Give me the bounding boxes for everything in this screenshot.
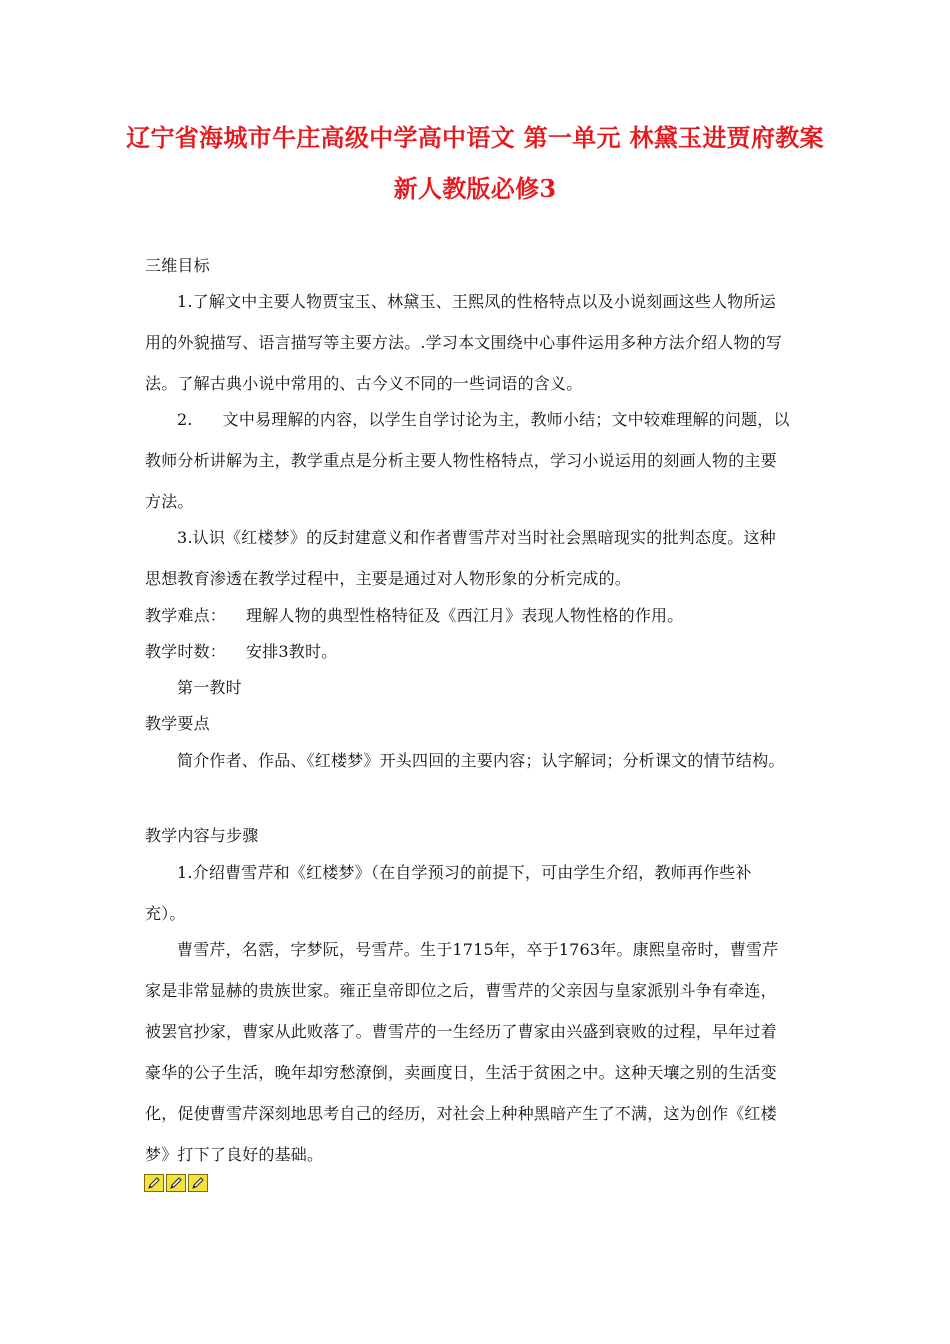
decorative-icon-row [144, 1174, 208, 1192]
section-heading-content-steps: 教学内容与步骤 [145, 826, 259, 845]
paragraph-line: 曹雪芹，名霑，字梦阮，号雪芹。生于1715年，卒于1763年。康熙皇帝时，曹雪芹 [177, 940, 779, 959]
section-heading-lesson-one: 第一教时 [177, 678, 242, 697]
paragraph-line: 1.介绍曹雪芹和《红楼梦》（在自学预习的前提下，可由学生介绍，教师再作些补 [177, 863, 752, 882]
paragraph-line [177, 410, 790, 430]
paragraph-line: 思想教育渗透在教学过程中，主要是通过对人物形象的分析完成的。 [145, 569, 632, 588]
item-text: 文中易理解的内容，以学生自学讨论为主，教师小结；文中较难理解的问题，以 [222, 410, 790, 429]
teaching-difficulty [145, 606, 683, 626]
document-title-line-2: 新人教版必修3 [393, 174, 557, 203]
paragraph-line: 家是非常显赫的贵族世家。雍正皇帝即位之后，曹雪芹的父亲因与皇家派别斗争有牵连， [145, 981, 777, 1000]
paragraph-line: 用的外貌描写、语言描写等主要方法。.学习本文围绕中心事件运用多种方法介绍人物的写 [145, 333, 783, 352]
pencil-icon [166, 1174, 186, 1192]
pencil-icon [144, 1174, 164, 1192]
paragraph-line: 梦》打下了良好的基础。 [145, 1145, 324, 1164]
value: 安排3教时。 [246, 642, 338, 661]
paragraph-line: 充）。 [145, 904, 186, 923]
document-title-line-1: 辽宁省海城市牛庄高级中学高中语文 第一单元 林黛玉进贾府教案 [126, 123, 824, 152]
paragraph-line: 法。了解古典小说中常用的、古今义不同的一些词语的含义。 [145, 374, 583, 393]
value: 理解人物的典型性格特征及《西江月》表现人物性格的作用。 [246, 606, 684, 625]
label: 教学时数： [145, 642, 227, 661]
paragraph-line: 被罢官抄家，曹家从此败落了。曹雪芹的一生经历了曹家由兴盛到衰败的过程，早年过着 [145, 1022, 777, 1041]
label: 教学难点： [145, 606, 227, 625]
paragraph-line: 化，促使曹雪芹深刻地思考自己的经历，对社会上种种黑暗产生了不满，这为创作《红楼 [145, 1104, 777, 1123]
paragraph-line: 豪华的公子生活，晚年却穷愁潦倒，卖画度日，生活于贫困之中。这种天壤之别的生活变 [145, 1063, 777, 1082]
paragraph-line: 简介作者、作品、《红楼梦》开头四回的主要内容；认字解词；分析课文的情节结构。 [177, 751, 785, 770]
paragraph-line: 1.了解文中主要人物贾宝玉、林黛玉、王熙凤的性格特点以及小说刻画这些人物所运 [177, 292, 776, 311]
teaching-hours [145, 642, 337, 662]
section-heading-objectives: 三维目标 [145, 256, 210, 275]
item-number: 2. [177, 410, 193, 429]
paragraph-line: 教师分析讲解为主，教学重点是分析主要人物性格特点，学习小说运用的刻画人物的主要 [145, 451, 777, 470]
pencil-icon [188, 1174, 208, 1192]
paragraph-line: 方法。 [145, 492, 194, 511]
section-heading-key-points: 教学要点 [145, 714, 210, 733]
paragraph-line: 3.认识《红楼梦》的反封建意义和作者曹雪芹对当时社会黑暗现实的批判态度。这种 [177, 528, 776, 547]
